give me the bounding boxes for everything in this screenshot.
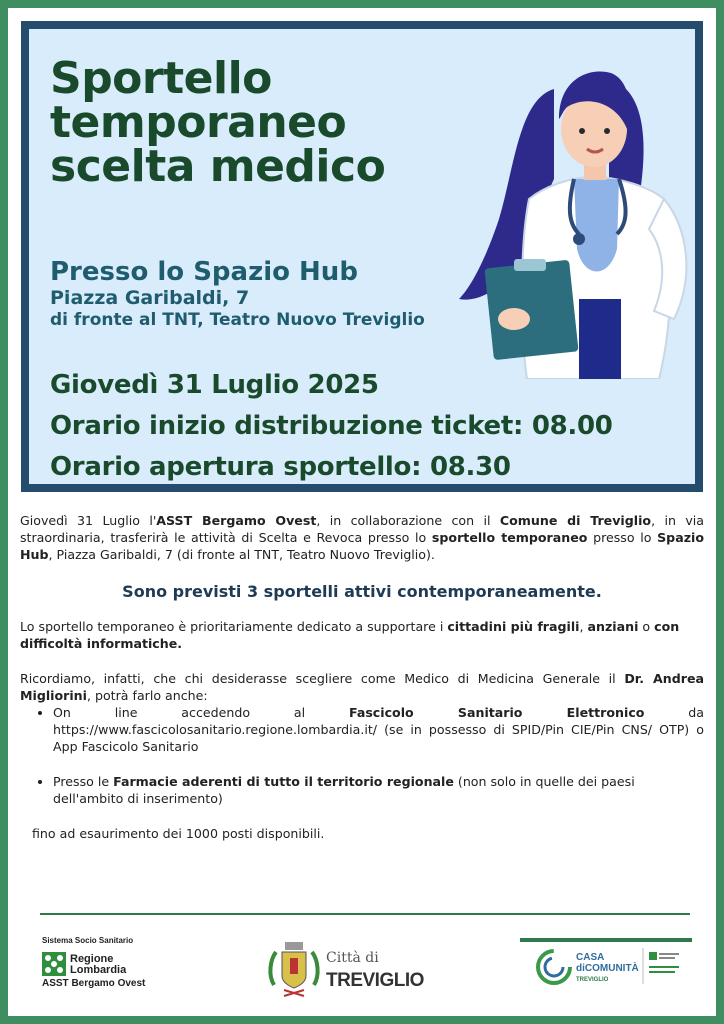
region-mini-logo-icon [641, 948, 681, 984]
text: di [576, 963, 585, 974]
citta-di-treviglio-logo [266, 940, 424, 1004]
text: , [579, 619, 588, 634]
highlight: cittadini più fragili [447, 619, 580, 634]
location-address: Piazza Garibaldi, 7 [50, 287, 250, 309]
rose-icon [42, 952, 66, 976]
venue-name: Spazio Hub [20, 530, 704, 562]
title-line: scelta medico [50, 141, 386, 192]
logo-casa-place: TREVIGLIO [576, 977, 609, 983]
target-paragraph [20, 618, 704, 652]
event-date: Giovedì 31 Luglio 2025 [50, 370, 379, 400]
doctor-illustration [459, 49, 699, 379]
hero-panel [21, 21, 703, 492]
footer-divider [40, 913, 690, 915]
text: Lo sportello temporaneo è prioritariamente dedicato a supportare i [20, 619, 448, 634]
text: da https://www.fascicolosanitario.regione.lombardia.it/ (se in possesso di SPID/Pin CIE/Pin CNS/ OTP) o App Fascicolo Sanitario [53, 705, 705, 754]
headline: Sono previsti 3 sportelli attivi contemporaneamente. [122, 582, 602, 601]
logo-citta-label: Città di [326, 950, 379, 966]
logo-asst-name: ASST Bergamo Ovest [42, 978, 146, 989]
closing-note: fino ad esaurimento dei 1000 posti disponibili. [32, 826, 325, 841]
highlight: con difficoltà informatiche. [20, 619, 680, 651]
logo-casa-text [576, 952, 639, 974]
poster-title [50, 53, 386, 192]
text: Ricordiamo, infatti, che chi desiderasse scegliere come Medico di Medicina Generale il [20, 671, 625, 686]
text: Giovedì 31 Luglio l' [20, 513, 157, 528]
coat-of-arms-icon [266, 940, 322, 1000]
doctor-name: Dr. Andrea Migliorini [20, 671, 705, 703]
text: , in collaborazione con il [316, 513, 500, 528]
text: Presso le [53, 774, 114, 789]
poster [8, 8, 716, 1016]
text: , potrà farlo anche: [86, 688, 208, 703]
logo-region-name [70, 954, 126, 976]
location-block [50, 257, 425, 331]
intro-paragraph [20, 512, 704, 563]
service-name: sportello temporaneo [431, 530, 588, 545]
schedule-block [50, 365, 613, 488]
casa-comunita-icon [535, 948, 573, 986]
text: (non solo in quelle dei paesi dell'ambito di inserimento) [53, 774, 635, 806]
footer-logos [8, 928, 716, 1008]
org-name: ASST Bergamo Ovest [156, 513, 317, 528]
text: , Piazza Garibaldi, 7 (di fronte al TNT, Teatro Nuovo Treviglio). [48, 547, 435, 562]
text: COMUNITÀ [584, 963, 639, 974]
location-name: Presso lo Spazio Hub [50, 257, 358, 287]
body-text [20, 512, 704, 842]
highlight: Fascicolo Sanitario Elettronico [348, 705, 645, 720]
text: presso lo [587, 530, 658, 545]
ticket-time: Orario inizio distribuzione ticket: 08.00 [50, 411, 613, 441]
title-line: temporaneo [50, 97, 347, 148]
options-list [20, 704, 704, 807]
text: Regione [70, 953, 114, 965]
location-note: di fronte al TNT, Teatro Nuovo Treviglio [50, 310, 425, 330]
title-line: Sportello [50, 53, 272, 104]
regione-lombardia-logo [42, 936, 146, 989]
highlight: Farmacie aderenti di tutto il territorio regionale [113, 774, 454, 789]
reminder-paragraph [20, 670, 704, 704]
partner-name: Comune di Treviglio [499, 513, 652, 528]
text: Lombardia [70, 964, 127, 976]
logo-system-label: Sistema Socio Sanitario [42, 936, 134, 945]
text: , in via straordinaria, trasferirà le attività di Scelta e Revoca presso lo [20, 513, 704, 545]
logo-city-name: TREVIGLIO [326, 970, 424, 991]
list-item [53, 704, 704, 755]
list-item [53, 773, 704, 807]
casa-di-comunita-logo [535, 948, 639, 990]
text: On line accedendo al [53, 705, 349, 720]
highlight: anziani [587, 619, 639, 634]
text: CASA [576, 952, 605, 963]
text: o [638, 619, 655, 634]
opening-time: Orario apertura sportello: 08.30 [50, 452, 511, 482]
